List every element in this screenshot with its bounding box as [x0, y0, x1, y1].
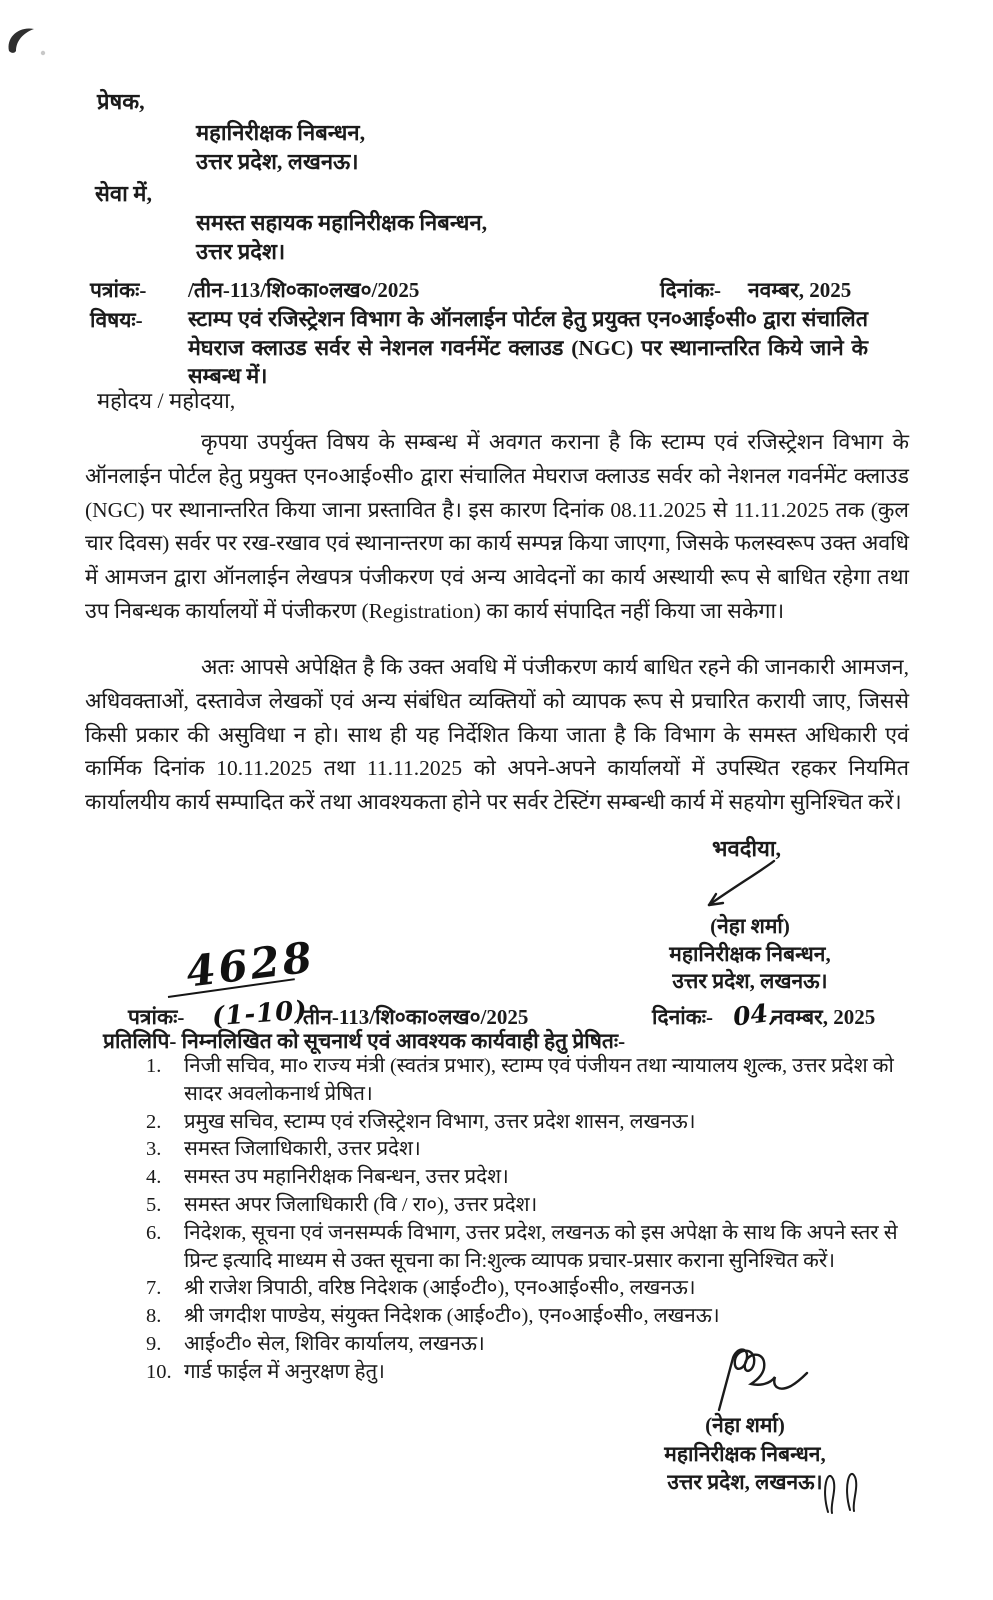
list-item [146, 1053, 921, 1109]
signatory-designation: महानिरीक्षक निबन्धन, [669, 941, 831, 966]
item-number: 6. [146, 1221, 162, 1244]
scan-artifact-icon [6, 24, 50, 60]
ref2-label: पत्रांकः- [128, 1005, 185, 1029]
signature-squiggle-icon [818, 1464, 862, 1514]
signatory-office: उत्तर प्रदेश, लखनऊ। [667, 1470, 823, 1494]
ref1-date-label: दिनांकः- [660, 278, 722, 302]
list-item [146, 1109, 921, 1137]
item-text: गार्ड फाईल में अनुरक्षण हेतु। [184, 1360, 385, 1383]
to-line-1: समस्त सहायक महानिरीक्षक निबन्धन, [196, 210, 488, 235]
item-number: 7. [146, 1277, 162, 1300]
from-line-1: महानिरीक्षक निबन्धन, [196, 120, 366, 145]
copy-list [146, 1053, 921, 1387]
item-number: 9. [146, 1332, 162, 1355]
list-item [146, 1192, 921, 1220]
list-item [146, 1164, 921, 1192]
item-text: श्री जगदीश पाण्डेय, संयुक्त निदेशक (आई०टी०), एन०आई०सी०, लखनऊ। [184, 1305, 720, 1328]
list-item [146, 1303, 921, 1331]
signatory-office: उत्तर प्रदेश, लखनऊ। [672, 969, 828, 993]
item-number: 3. [146, 1138, 162, 1161]
ref2-date: नवम्बर, 2025 [772, 1005, 876, 1029]
to-label: सेवा में, [95, 181, 152, 206]
item-text: समस्त अपर जिलाधिकारी (वि / रा०), उत्तर प्रदेश। [184, 1193, 538, 1216]
item-number: 2. [146, 1110, 162, 1133]
item-text: समस्त उप महानिरीक्षक निबन्धन, उत्तर प्रदेश। [184, 1166, 509, 1189]
item-text: आई०टी० सेल, शिविर कार्यालय, लखनऊ। [184, 1332, 485, 1355]
ref1-date: नवम्बर, 2025 [748, 278, 852, 302]
item-text: श्री राजेश त्रिपाठी, वरिष्ठ निदेशक (आई०टी०), एन०आई०सी०, लखनऊ। [184, 1277, 696, 1300]
ref2-number: /तीन-113/शि०का०लख०/2025 [297, 1005, 529, 1029]
to-line-2: उत्तर प्रदेश। [196, 239, 286, 264]
handwritten-page-range: (1-10) [211, 995, 309, 1033]
body-paragraph-1: कृपया उपर्युक्त विषय के सम्बन्ध में अवगत कराना है कि स्टाम्प एवं रजिस्ट्रेशन विभाग के ऑनलाईन पोर्टल हेतु प्रयुक्त एन०आई०सी० द्वारा संचालित मेघराज क्लाउड सर्वर को नेशनल गवर्नमेंट क्लाउड (NGC) पर स्थानान्तरित किया जाना प्रस्तावित है। इस कारण दिनांक 08.11.2025 से 11.11.2025 तक (कुल चार दिवस) सर्वर पर रख-रखाव एवं स्थानान्तरण का कार्य सम्पन्न किया जाएगा, जिसके फलस्वरूप उक्त अवधि में आमजन द्वारा ऑनलाईन लेखपत्र पंजीकरण एवं अन्य आवेदनों का कार्य अस्थायी रूप से बाधित रहेगा तथा उप निबन्धक कार्यालयों में पंजीकरण (Registration) का कार्य संपादित नहीं किया जा सकेगा। [85, 430, 910, 623]
subject-text: स्टाम्प एवं रजिस्ट्रेशन विभाग के ऑनलाईन पोर्टल हेतु प्रयुक्त एन०आई०सी० द्वारा संचालित मेघराज क्लाउड सर्वर से नेशनल गवर्नमेंट क्लाउड (NGC) पर स्थानान्तरित किये जाने के सम्बन्ध में। [188, 307, 868, 388]
signatory-name: (नेहा शर्मा) [710, 914, 790, 938]
signature-arrow-icon [698, 858, 778, 914]
item-text: निदेशक, सूचना एवं जनसम्पर्क विभाग, उत्तर प्रदेश, लखनऊ को इस अपेक्षा के साथ कि अपने स्तर से प्रिन्ट इत्यादि माध्यम से उक्त सूचना का नि:शुल्क व्यापक प्रचार-प्रसार कराना सुनिश्चित करें। [184, 1221, 898, 1272]
item-number: 1. [146, 1055, 162, 1077]
list-item [146, 1136, 921, 1164]
item-text: प्रमुख सचिव, स्टाम्प एवं रजिस्ट्रेशन विभाग, उत्तर प्रदेश शासन, लखनऊ। [184, 1110, 696, 1133]
item-number: 4. [146, 1166, 162, 1189]
closing: भवदीया, [712, 836, 782, 861]
handwritten-day: 04, [731, 997, 779, 1032]
item-number: 5. [146, 1193, 162, 1216]
signature-flourish-icon [715, 1346, 811, 1416]
list-item [146, 1275, 921, 1303]
item-text: निजी सचिव, मा० राज्य मंत्री (स्वतंत्र प्रभार), स्टाम्प एवं पंजीयन तथा न्यायालय शुल्क, उत्तर प्रदेश को सादर अवलोकनार्थ प्रेषित। [184, 1055, 894, 1105]
list-item [146, 1220, 921, 1276]
item-number: 8. [146, 1305, 162, 1328]
subject-label: विषयः- [90, 308, 143, 332]
ref1-label: पत्रांकः- [90, 278, 147, 302]
item-number: 10. [146, 1360, 172, 1383]
item-text: समस्त जिलाधिकारी, उत्तर प्रदेश। [184, 1138, 421, 1161]
salutation: महोदय / महोदया, [97, 388, 236, 413]
body-paragraph-2: अतः आपसे अपेक्षित है कि उक्त अवधि में पंजीकरण कार्य बाधित रहने की जानकारी आमजन, अधिवक्ताओं, दस्तावेज लेखकों एवं अन्य संबंधित व्यक्तियों को व्यापक रूप से प्रचारित करायी जाए, जिससे किसी प्रकार की असुविधा न हो। साथ ही यह निर्देशित किया जाता है कि विभाग के समस्त अधिकारी एवं कार्मिक दिनांक 10.11.2025 तथा 11.11.2025 को अपने-अपने कार्यालयों में उपस्थित रहकर नियमित कार्यालयीय कार्य सम्पादित करें तथा आवश्यकता होने पर सर्वर टेस्टिंग सम्बन्धी कार्य में सहयोग सुनिश्चित करें। [85, 655, 909, 815]
signatory-block-1 [645, 913, 855, 996]
copy-heading: प्रतिलिपि- निम्नलिखित को सूचनार्थ एवं आवश्यक कार्यवाही हेतु प्रेषितः- [103, 1029, 626, 1053]
signatory-designation: महानिरीक्षक निबन्धन, [664, 1441, 826, 1466]
from-line-2: उत्तर प्रदेश, लखनऊ। [196, 149, 359, 174]
handwritten-dispatch-number: 4628 [183, 932, 318, 997]
from-label: प्रेषक, [97, 89, 145, 114]
signatory-name: (नेहा शर्मा) [705, 1413, 785, 1437]
ref2-date-label: दिनांकः- [652, 1005, 714, 1029]
ref1-number: /तीन-113/शि०का०लख०/2025 [188, 278, 420, 302]
